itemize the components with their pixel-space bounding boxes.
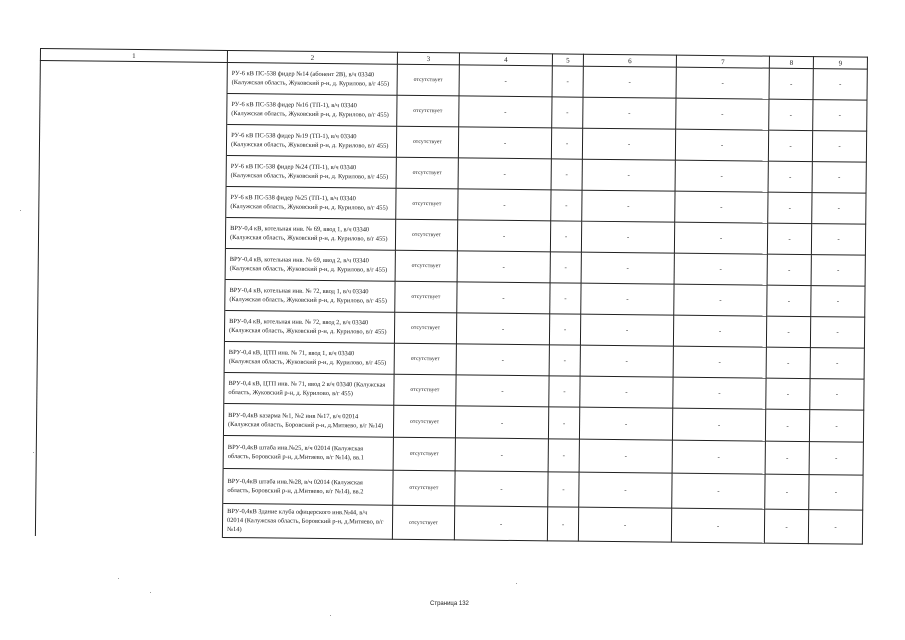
object-description: ВРУ-0,4 кВ, ЦТП инв. № 71, ввод 2 в/ч 03340 (Калужская область, Жуковский р-н, д. Курилово, в/г 455) xyxy=(224,372,394,405)
empty-cell xyxy=(36,401,223,435)
value-cell-col-8: - xyxy=(765,441,809,474)
value-cell-col-6: - xyxy=(583,66,676,98)
value-cell-col-8: - xyxy=(769,99,813,130)
scan-speck xyxy=(33,452,34,453)
column-header-5: 5 xyxy=(552,54,583,66)
empty-cell xyxy=(37,308,224,341)
object-description: ВРУ-0,4кВ штаба инв.№25, в/ч 02014 (Калужская область, Боровский р-н, д.Митяево, в/г №14), вв.1 xyxy=(223,435,393,470)
value-cell-col-7: - xyxy=(676,67,769,99)
value-cell-col-7: - xyxy=(673,377,766,409)
object-description: РУ-6 кВ ПС-538 фидер №24 (ТП-1), в/ч 03340 (Калужская область, Жуковский р-н, д. Курилово, в/г 455) xyxy=(226,155,396,188)
table-row xyxy=(35,501,862,544)
value-cell-col-7: - xyxy=(674,284,767,316)
value-cell-col-6: - xyxy=(582,190,675,222)
status-cell: отсутствует xyxy=(395,250,457,282)
object-description: ВРУ-0,4кВ Здание клуба офицерского инв.№44, в/ч 02014 (Калужская область, Боровский р-н, д.Митяево, в/г №14) xyxy=(222,503,392,539)
object-description: РУ-6 кВ ПС-538 фидер №19 (ТП-1), в/ч 03340 (Калужская область, Жуковский р-н, д. Курилово, в/г 455) xyxy=(226,124,396,157)
status-cell: отсутствует xyxy=(396,126,458,158)
value-cell-col-6: - xyxy=(579,472,672,508)
value-cell-col-9: - xyxy=(811,255,865,287)
value-cell-col-6: - xyxy=(581,221,674,253)
value-cell-col-7: - xyxy=(672,408,765,441)
value-cell-col-5: - xyxy=(548,407,579,439)
value-cell-col-9: - xyxy=(813,69,867,101)
status-cell: отсутствует xyxy=(395,219,457,251)
value-cell-col-4: - xyxy=(457,251,550,283)
scan-speck xyxy=(150,592,151,593)
value-cell-col-4: - xyxy=(459,96,552,128)
scan-speck xyxy=(516,583,517,584)
value-cell-col-9: - xyxy=(809,442,863,476)
value-cell-col-9: - xyxy=(811,224,865,256)
value-cell-col-6: - xyxy=(581,283,674,315)
value-cell-col-8: - xyxy=(766,347,810,378)
column-header-1: 1 xyxy=(40,49,227,63)
column-header-4: 4 xyxy=(459,53,552,66)
value-cell-col-5: - xyxy=(552,97,583,128)
value-cell-col-8: - xyxy=(767,223,811,254)
scan-speck xyxy=(118,578,119,579)
value-cell-col-5: - xyxy=(549,345,580,376)
object-description: ВРУ-0,4 кВ, котельная инв. № 72, ввод 2, в/ч 03340 (Калужская область, Жуковский р-н, д. Курилово, в/г 455) xyxy=(224,310,394,343)
value-cell-col-9: - xyxy=(808,510,862,545)
value-cell-col-7: - xyxy=(674,222,767,254)
object-description: ВРУ-0,4 кВ, ЦТП инв. № 71, ввод 1, в/ч 03340 (Калужская область, Жуковский р-н, д. Курилово, в/г 455) xyxy=(224,341,394,374)
table-body xyxy=(35,61,867,545)
empty-cell xyxy=(38,246,225,279)
empty-cell xyxy=(37,339,224,372)
object-description: РУ-6 кВ ПС-538 фидер №14 (абонент 2В), в/ч 03340 (Калужская область, Жуковский р-н, д. Курилово, в/г 455) xyxy=(227,62,397,95)
empty-cell xyxy=(37,370,224,403)
value-cell-col-9: - xyxy=(812,193,866,225)
value-cell-col-6: - xyxy=(580,376,673,408)
value-cell-col-7: - xyxy=(672,473,765,509)
value-cell-col-8: - xyxy=(766,378,810,409)
object-description: ВРУ-0,4кВ казарма №1, №2 инв №17, в/ч 02014 (Калужская область, Боровский р-н, д.Митяево, в/г №14) xyxy=(223,403,393,437)
empty-cell xyxy=(38,215,225,248)
status-cell: отсутствует xyxy=(396,188,458,220)
value-cell-col-5: - xyxy=(548,472,579,507)
value-cell-col-7: - xyxy=(673,346,766,378)
value-cell-col-9: - xyxy=(810,317,864,349)
empty-cell xyxy=(36,466,223,503)
value-cell-col-4: - xyxy=(457,282,550,314)
value-cell-col-4: - xyxy=(458,158,551,190)
value-cell-col-9: - xyxy=(812,162,866,194)
value-cell-col-5: - xyxy=(547,507,578,541)
value-cell-col-6: - xyxy=(579,407,672,440)
value-cell-col-8: - xyxy=(766,316,810,347)
value-cell-col-4: - xyxy=(456,344,549,376)
value-cell-col-5: - xyxy=(549,314,580,345)
column-header-6: 6 xyxy=(583,54,676,67)
value-cell-col-4: - xyxy=(455,406,548,439)
value-cell-col-7: - xyxy=(675,129,768,161)
value-cell-col-8: - xyxy=(768,130,812,161)
value-cell-col-4: - xyxy=(457,220,550,252)
value-cell-col-9: - xyxy=(809,410,863,443)
value-cell-col-4: - xyxy=(454,506,547,541)
empty-cell xyxy=(40,61,227,94)
value-cell-col-4: - xyxy=(456,375,549,407)
value-cell-col-6: - xyxy=(583,97,676,129)
column-header-9: 9 xyxy=(813,57,867,70)
value-cell-col-8: - xyxy=(768,192,812,223)
value-cell-col-4: - xyxy=(459,65,552,97)
value-cell-col-8: - xyxy=(765,409,809,441)
object-description: ВРУ-0,4кВ штаба инв.№28, в/ч 02014 (Калужская область, Боровский р-н, д.Митяево, в/г №14), вв.2 xyxy=(223,468,393,505)
value-cell-col-9: - xyxy=(809,475,863,511)
object-description: ВРУ-0,4 кВ, котельная инв. № 69, ввод 1, в/ч 03340 (Калужская область, Жуковский р-н, д. Курилово, в/г 455) xyxy=(225,217,395,250)
value-cell-col-9: - xyxy=(811,286,865,318)
value-cell-col-6: - xyxy=(579,439,672,473)
value-cell-col-6: - xyxy=(580,345,673,377)
empty-cell xyxy=(39,184,226,217)
value-cell-col-7: - xyxy=(675,191,768,223)
value-cell-col-8: - xyxy=(764,509,808,543)
empty-cell xyxy=(38,277,225,310)
status-cell: отсутствует xyxy=(397,64,459,96)
value-cell-col-6: - xyxy=(581,252,674,284)
column-header-2: 2 xyxy=(227,50,397,64)
object-description: ВРУ-0,4 кВ, котельная инв. № 72, ввод 1, в/ч 03340 (Калужская область, Жуковский р-н, д. Курилово, в/г 455) xyxy=(225,279,395,312)
value-cell-col-9: - xyxy=(810,379,864,411)
value-cell-col-5: - xyxy=(551,190,582,221)
value-cell-col-5: - xyxy=(549,376,580,407)
value-cell-col-9: - xyxy=(812,131,866,163)
value-cell-col-5: - xyxy=(550,283,581,314)
value-cell-col-7: - xyxy=(675,160,768,192)
value-cell-col-6: - xyxy=(580,314,673,346)
value-cell-col-6: - xyxy=(578,507,671,542)
value-cell-col-5: - xyxy=(551,128,582,159)
value-cell-col-7: - xyxy=(673,315,766,347)
value-cell-col-4: - xyxy=(455,438,548,472)
value-cell-col-5: - xyxy=(552,66,583,97)
value-cell-col-7: - xyxy=(672,440,765,474)
page-number: Страница 132 xyxy=(430,601,469,607)
column-header-3: 3 xyxy=(397,52,459,65)
status-cell: отсутствует xyxy=(396,157,458,189)
value-cell-col-8: - xyxy=(768,161,812,192)
value-cell-col-7: - xyxy=(676,98,769,130)
value-cell-col-4: - xyxy=(456,313,549,345)
empty-cell xyxy=(39,123,226,156)
value-cell-col-4: - xyxy=(458,189,551,221)
object-description: РУ-6 кВ ПС-538 фидер №25 (ТП-1), в/ч 03340 (Калужская область, Жуковский р-н, д. Курилово, в/г 455) xyxy=(226,186,396,219)
status-cell: отсутствует xyxy=(394,374,456,406)
value-cell-col-5: - xyxy=(548,439,579,472)
status-cell: отсутствует xyxy=(395,281,457,313)
value-cell-col-6: - xyxy=(582,159,675,191)
empty-cell xyxy=(36,433,223,468)
value-cell-col-6: - xyxy=(582,128,675,160)
scan-speck xyxy=(330,615,331,616)
object-description: ВРУ-0,4 кВ, котельная инв. № 69, ввод 2, в/ч 03340 (Калужская область, Жуковский р-н, д. Курилово, в/г 455) xyxy=(225,248,395,281)
value-cell-col-4: - xyxy=(458,127,551,159)
value-cell-col-5: - xyxy=(550,252,581,283)
value-cell-col-8: - xyxy=(769,68,813,99)
status-cell: отсутствует xyxy=(393,405,455,438)
value-cell-col-9: - xyxy=(810,348,864,380)
status-cell: отсутствует xyxy=(394,343,456,375)
data-table xyxy=(35,48,868,545)
scan-speck xyxy=(20,210,21,211)
value-cell-col-9: - xyxy=(813,100,867,132)
status-cell: отсутствует xyxy=(394,312,456,344)
object-description: РУ-6 кВ ПС-538 фидер №16 (ТП-1), в/ч 03340 (Калужская область, Жуковский р-н, д. Курилово, в/г 455) xyxy=(227,93,397,126)
status-cell: отсутствует xyxy=(392,505,454,540)
status-cell: отсутствует xyxy=(397,95,459,127)
value-cell-col-7: - xyxy=(674,253,767,285)
status-cell: отсутствует xyxy=(393,470,455,506)
value-cell-col-8: - xyxy=(767,254,811,285)
value-cell-col-8: - xyxy=(765,474,809,509)
value-cell-col-4: - xyxy=(455,471,548,507)
empty-cell xyxy=(40,92,227,125)
column-header-7: 7 xyxy=(676,55,769,68)
column-header-8: 8 xyxy=(769,56,813,68)
status-cell: отсутствует xyxy=(393,437,455,471)
value-cell-col-7: - xyxy=(671,508,764,543)
empty-cell xyxy=(35,501,222,537)
value-cell-col-5: - xyxy=(551,159,582,190)
empty-cell xyxy=(39,153,226,186)
value-cell-col-8: - xyxy=(767,285,811,316)
value-cell-col-5: - xyxy=(550,221,581,252)
